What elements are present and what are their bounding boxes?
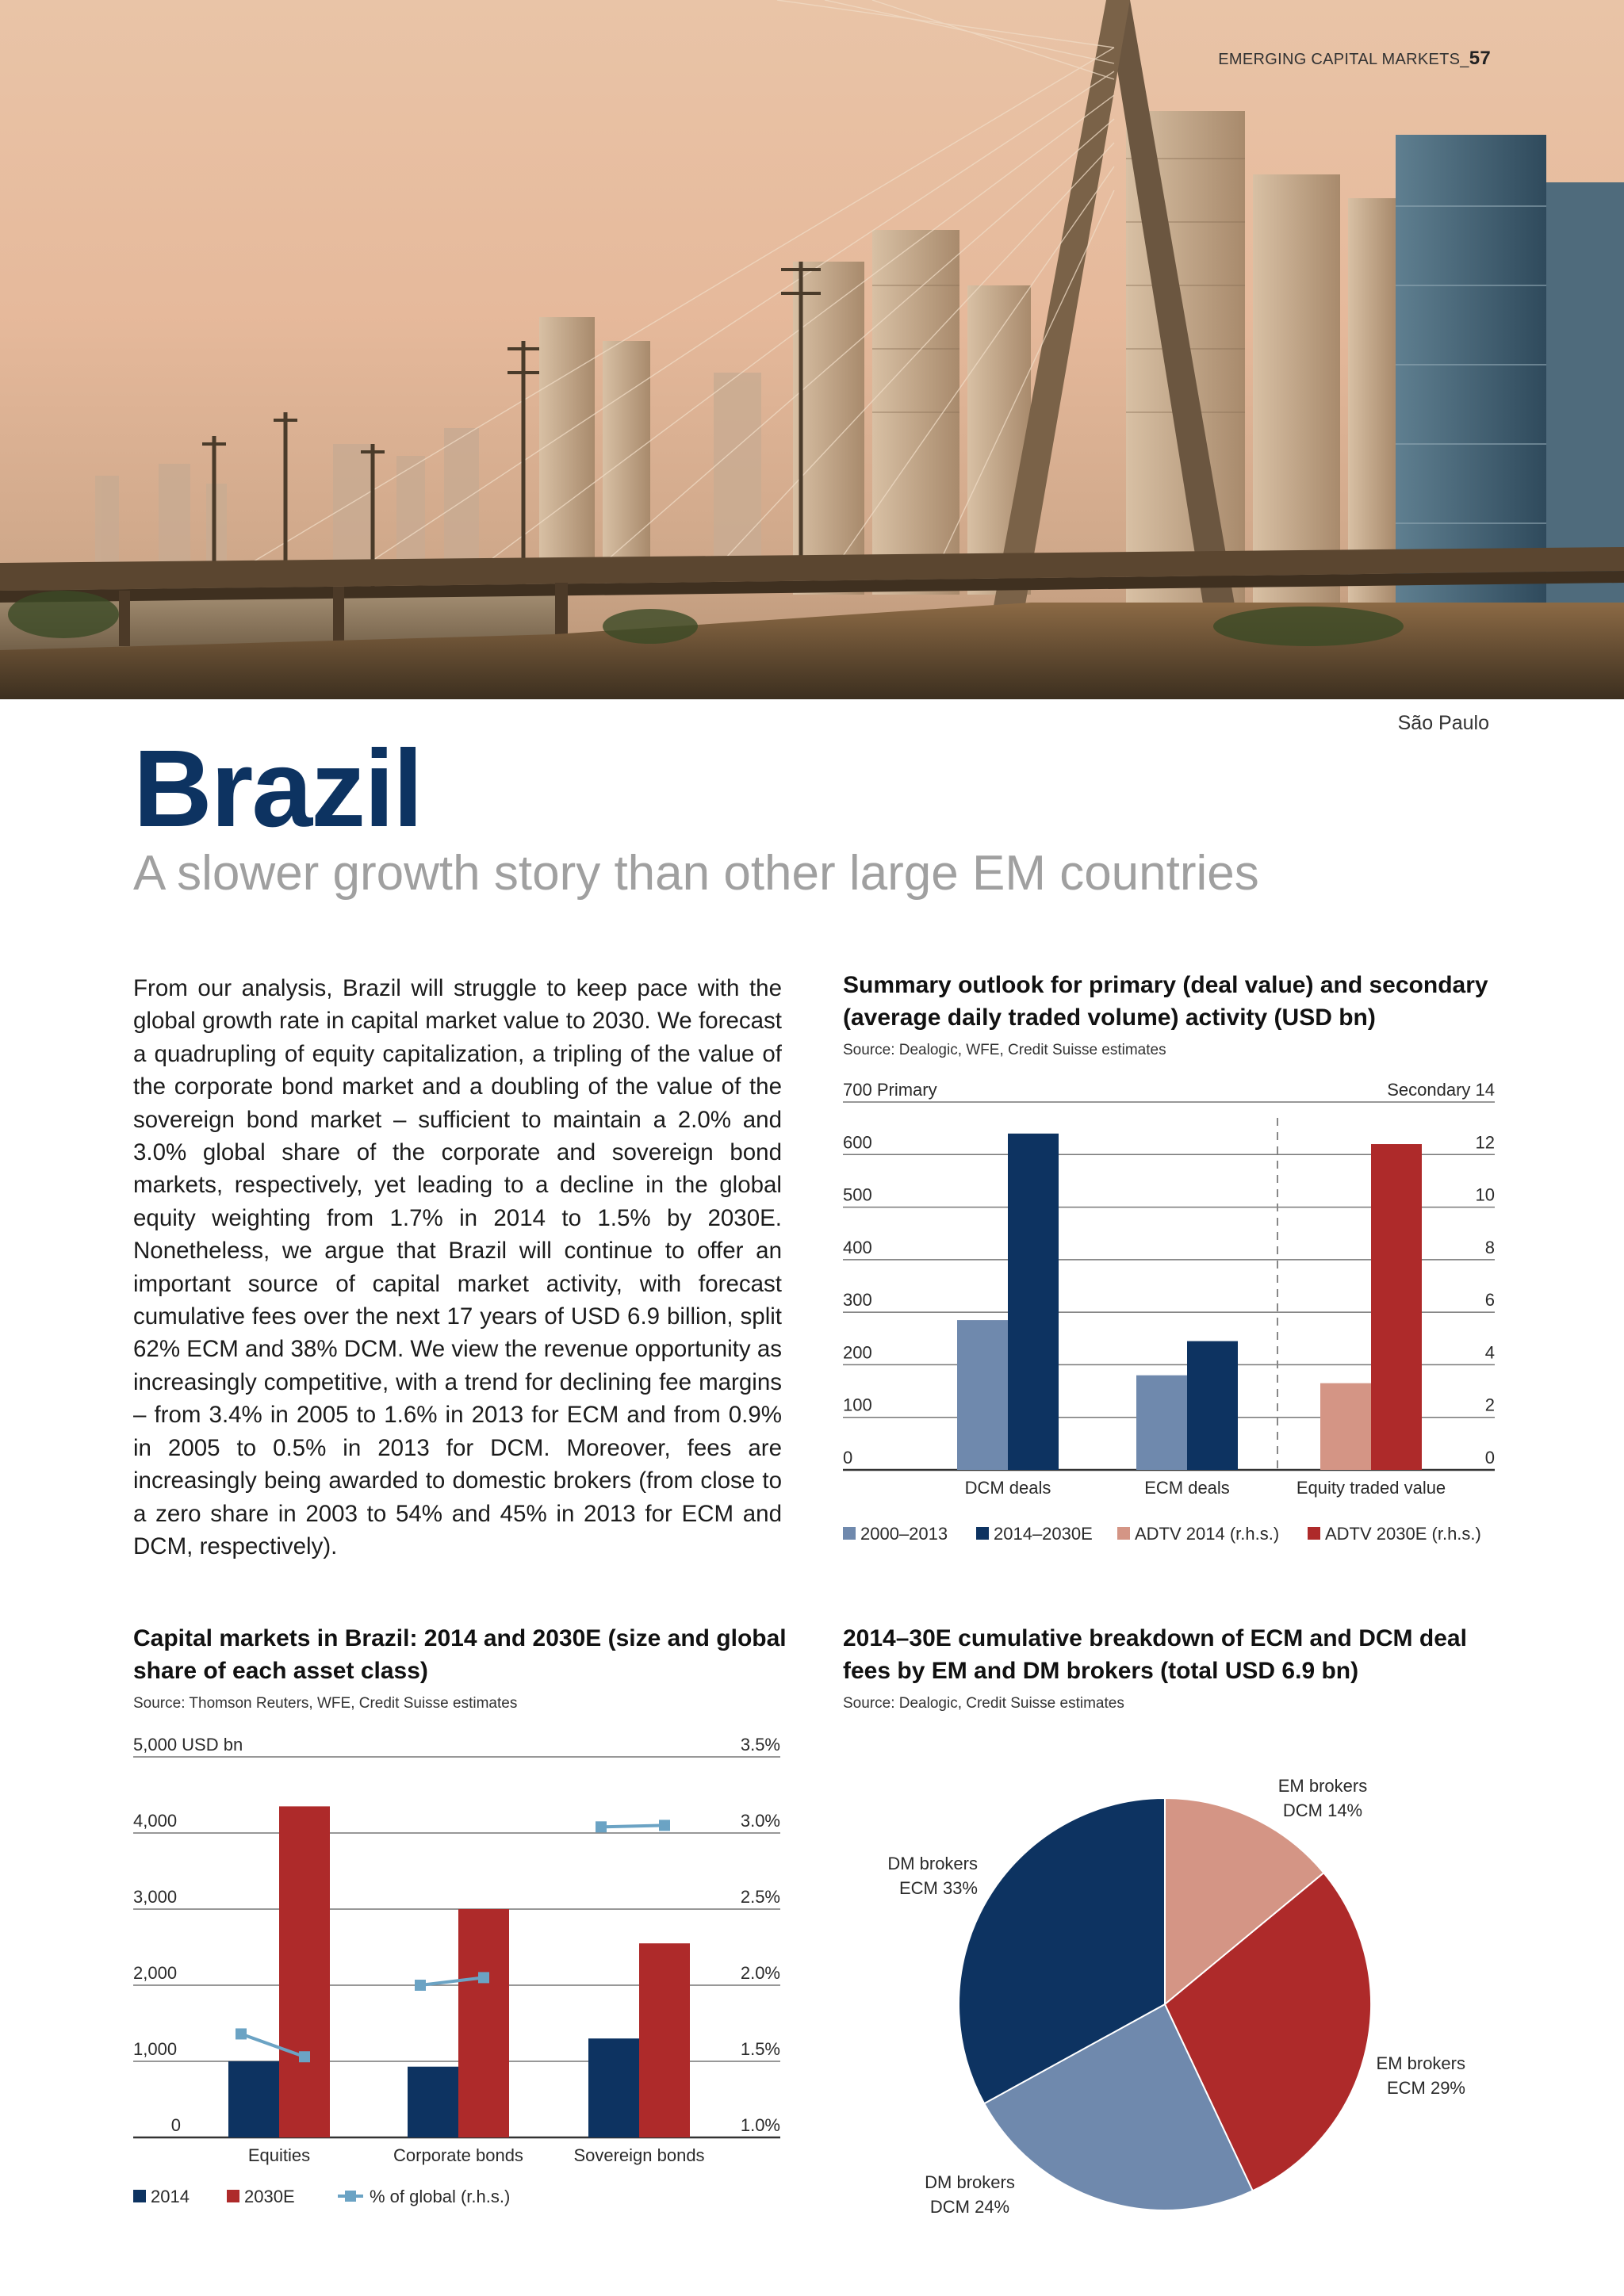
category-label: DCM deals <box>964 1478 1051 1498</box>
page-title: Brazil <box>133 728 422 850</box>
share-marker <box>415 1980 426 1991</box>
right-tick-label: 1.0% <box>740 2115 780 2135</box>
right-tick-label: 4 <box>1484 1342 1495 1363</box>
chart-title: Summary outlook for primary (deal value) and secondary (average daily traded volume) activity (USD bn) <box>843 972 1488 1031</box>
bar-2014 <box>228 2061 279 2137</box>
right-tick-label: 1.5% <box>740 2039 780 2059</box>
left-tick-label: 600 <box>843 1132 872 1153</box>
left-tick-label: 500 <box>843 1184 872 1205</box>
left-tick-label: 1,000 <box>133 2039 178 2059</box>
pie-slice-label: EM brokers <box>1376 2053 1465 2073</box>
bar-adtv-2030e-r-h-s- <box>1371 1144 1422 1470</box>
sao-paulo-skyline-image <box>0 0 1624 699</box>
bar-2014-2030e <box>1008 1134 1059 1470</box>
legend-label: 2014–2030E <box>994 1524 1093 1544</box>
chart-title: 2014–30E cumulative breakdown of ECM and DCM deal fees by EM and DM brokers (total USD 6.9 bn) <box>843 1625 1467 1684</box>
right-tick-label: 6 <box>1484 1290 1495 1311</box>
capital-markets-chart <box>133 1622 791 1712</box>
bar-2014 <box>588 2038 639 2137</box>
share-marker <box>236 2028 247 2039</box>
running-head <box>1218 48 1491 70</box>
pie-slice-value: DCM 14% <box>1282 1800 1363 1820</box>
bar-2014 <box>408 2067 458 2137</box>
share-marker <box>299 2051 310 2062</box>
right-tick-label: Secondary 14 <box>1387 1080 1495 1100</box>
left-tick-label: 5,000 USD bn <box>133 1735 243 1755</box>
body-paragraph: From our analysis, Brazil will struggle to keep pace with the global growth rate in capital market value to 2030. We forecast a quadrupling of equity capitalization, a tripling of the value of the corporate bond market and a doubling of the value of the sovereign bond market – sufficient to maintain a 2.0% and 3.0% global share of the corporate and sovereign bond markets, respectively, yet leading to a decline in the global equity weighting from 1.7% in 2014 to 1.5% by 2030E. Nonetheless, we argue that Brazil will continue to offer an important source of capital market activity, with forecast cumulative fees over the next 17 years of USD 6.9 billion, split 62% ECM and 38% DCM. We view the revenue opportunity as increasingly competitive, with a trend for declining fee margins – from 3.4% in 2005 to 1.6% in 2013 for ECM and from 0.9% in 2005 to 0.5% in 2013 for DCM. Moreover, fees are increasingly being awarded to domestic brokers (from close to a zero share in 2003 to 54% and 45% in 2013 for ECM and DCM, respectively). <box>133 975 782 1559</box>
legend-swatch <box>1117 1527 1130 1540</box>
page-number: 57 <box>1469 48 1491 69</box>
left-tick-label: 0 <box>843 1448 853 1468</box>
primary-secondary-chart-plot <box>843 1078 1495 1570</box>
pie-slice-value: DCM 24% <box>929 2197 1010 2217</box>
left-tick-label: 300 <box>843 1290 872 1311</box>
category-label: Sovereign bonds <box>573 2145 705 2165</box>
bar-2000-2013 <box>1136 1376 1187 1470</box>
right-tick-label: 3.0% <box>740 1811 780 1831</box>
bar-2014-2030e <box>1187 1341 1238 1470</box>
legend-label: 2000–2013 <box>860 1524 948 1544</box>
share-line <box>601 1825 665 1827</box>
left-tick-label: 200 <box>843 1342 872 1363</box>
hero-photo <box>0 0 1624 699</box>
chart-title: Capital markets in Brazil: 2014 and 2030E (size and global share of each asset class) <box>133 1625 787 1684</box>
right-tick-label: 0 <box>1484 1448 1495 1468</box>
right-tick-label: 12 <box>1475 1132 1495 1153</box>
right-tick-label: 8 <box>1484 1237 1495 1257</box>
page-subtitle: A slower growth story than other large EM countries <box>133 846 1259 901</box>
pie-slice-value: ECM 29% <box>1386 2078 1465 2098</box>
left-tick-label: 4,000 <box>133 1811 178 1831</box>
legend-label: ADTV 2030E (r.h.s.) <box>1325 1524 1481 1544</box>
bar-2030e <box>639 1943 690 2137</box>
left-tick-label: 0 <box>170 2115 181 2135</box>
legend-swatch <box>843 1527 856 1540</box>
legend-swatch <box>1308 1527 1320 1540</box>
left-tick-label: 2,000 <box>133 1963 178 1983</box>
share-marker <box>596 1821 607 1832</box>
bar-2000-2013 <box>957 1320 1008 1470</box>
capital-markets-chart-plot <box>133 1728 791 2220</box>
category-label: Equity traded value <box>1296 1478 1446 1498</box>
legend-label: 2030E <box>244 2187 295 2206</box>
legend-swatch <box>133 2190 146 2202</box>
broker-fees-pie-plot <box>843 1728 1501 2220</box>
legend-label: 2014 <box>151 2187 190 2206</box>
right-tick-label: 10 <box>1475 1184 1495 1205</box>
share-marker <box>478 1972 489 1983</box>
right-tick-label: 3.5% <box>740 1735 780 1755</box>
chart-source: Source: Dealogic, Credit Suisse estimates <box>843 1695 1124 1712</box>
category-label: ECM deals <box>1144 1478 1230 1498</box>
left-tick-label: 3,000 <box>133 1887 178 1907</box>
right-tick-label: 2.0% <box>740 1963 780 1983</box>
left-tick-label: 400 <box>843 1237 872 1257</box>
bar-adtv-2014-r-h-s- <box>1320 1383 1371 1470</box>
left-tick-label: 100 <box>843 1395 872 1415</box>
legend-swatch <box>227 2190 239 2202</box>
pie-slice-value: ECM 33% <box>898 1878 978 1898</box>
right-tick-label: 2 <box>1484 1395 1495 1415</box>
right-tick-label: 2.5% <box>740 1887 780 1907</box>
share-marker <box>659 1820 670 1831</box>
left-tick-label: 700 Primary <box>843 1080 937 1100</box>
legend-swatch <box>345 2191 356 2202</box>
pie-slice-label: DM brokers <box>925 2172 1015 2192</box>
pie-slice-label: DM brokers <box>887 1854 978 1873</box>
pie-slice-label: EM brokers <box>1277 1776 1368 1796</box>
legend-swatch <box>976 1527 989 1540</box>
category-label: Corporate bonds <box>393 2145 523 2165</box>
primary-secondary-chart <box>843 969 1495 1059</box>
chart-source: Source: Thomson Reuters, WFE, Credit Suisse estimates <box>133 1695 518 1712</box>
legend-label: ADTV 2014 (r.h.s.) <box>1135 1524 1280 1544</box>
category-label: Equities <box>247 2145 311 2165</box>
broker-fees-pie-chart <box>843 1622 1501 1712</box>
legend-label: % of global (r.h.s.) <box>370 2187 511 2206</box>
chart-source: Source: Dealogic, WFE, Credit Suisse estimates <box>843 1042 1166 1058</box>
bar-2030e <box>279 1806 330 2137</box>
photo-caption: São Paulo <box>1397 712 1489 734</box>
running-head-label: EMERGING CAPITAL MARKETS_ <box>1218 51 1469 68</box>
bar-2030e <box>458 1909 509 2137</box>
